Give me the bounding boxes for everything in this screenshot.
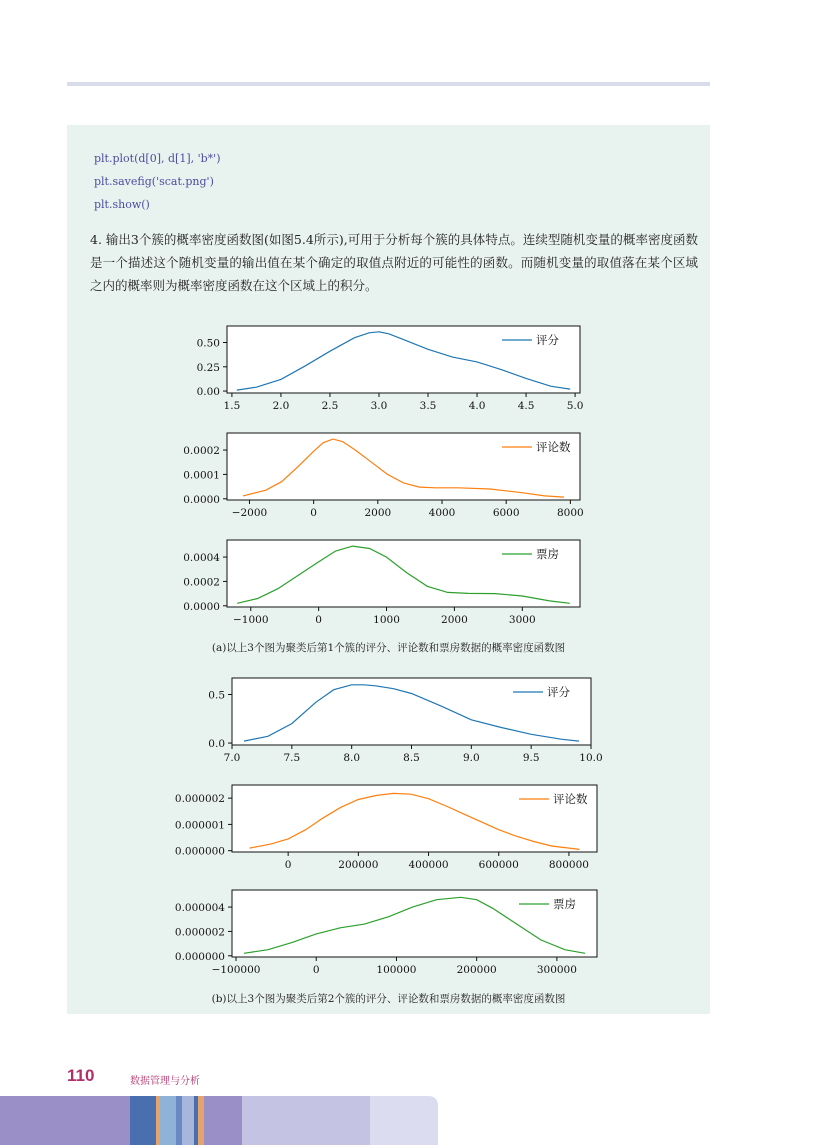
y-tick-label: 0.0 — [208, 738, 225, 751]
y-tick-label: 0.0000 — [183, 600, 220, 613]
y-tick-label: 0.5 — [208, 689, 225, 702]
code-line-3: plt.show() — [94, 198, 150, 211]
book-title: 数据管理与分析 — [130, 1076, 200, 1087]
legend-label: 票房 — [536, 547, 559, 561]
x-tick-label: 0 — [315, 614, 322, 626]
plot-2 — [160, 425, 592, 526]
y-tick-label: 0.0002 — [183, 445, 220, 458]
x-tick-label: 4.5 — [517, 400, 535, 412]
plot-1 — [160, 318, 592, 419]
y-tick-label: 0.000000 — [174, 845, 225, 858]
body-paragraph: 4. 输出3个簇的概率密度函数图(如图5.4所示),可用于分析每个簇的具体特点。连续型随机变量的概率密度函数是一个描述这个随机变量的输出值在某个确定的取值点附近的可能性的函数。而随机变量的取值落在某个区域之内的概率则为概率密度函数在这个区域上的积分。 — [90, 232, 698, 293]
x-tick-label: −2000 — [231, 507, 268, 519]
plot-6 — [160, 882, 609, 983]
page-number: 110 — [67, 1066, 95, 1085]
caption-a: (a)以上3个图为聚类后第1个簇的评分、评论数和票房数据的概率密度函数图 — [211, 642, 566, 654]
x-tick-label: 1000 — [373, 614, 400, 626]
x-tick-label: 7.0 — [223, 752, 241, 764]
x-tick-label: 3.5 — [419, 400, 437, 412]
x-tick-label: 200000 — [338, 859, 379, 871]
x-tick-label: 600000 — [478, 859, 519, 871]
legend-label: 评论数 — [536, 440, 571, 454]
x-tick-label: 0 — [284, 859, 292, 871]
x-tick-label: 8.0 — [343, 752, 361, 764]
y-tick-label: 0.0004 — [183, 552, 220, 565]
x-tick-label: 2.5 — [321, 400, 339, 412]
y-tick-label: 0.0002 — [183, 576, 220, 589]
legend-label: 评论数 — [553, 792, 588, 806]
x-tick-label: 2000 — [441, 614, 468, 626]
axes-frame — [227, 433, 580, 500]
y-tick-label: 0.000002 — [174, 793, 225, 806]
plot-5 — [160, 777, 609, 878]
legend-label: 票房 — [553, 897, 576, 911]
x-tick-label: 2000 — [364, 507, 392, 519]
x-tick-label: −1000 — [232, 614, 269, 626]
x-tick-label: 9.0 — [462, 752, 480, 764]
x-tick-label: 0 — [312, 964, 320, 976]
x-tick-label: 4000 — [428, 507, 456, 519]
y-tick-label: 0.0000 — [183, 493, 220, 506]
legend-label: 评分 — [547, 685, 570, 699]
x-tick-label: 10.0 — [579, 752, 603, 764]
x-tick-label: 1.5 — [223, 400, 241, 412]
caption-b: (b)以上3个图为聚类后第2个簇的评分、评论数和票房数据的概率密度函数图 — [211, 993, 566, 1005]
plot-3 — [160, 532, 592, 633]
x-tick-label: 5.0 — [566, 400, 584, 412]
x-tick-label: 9.5 — [522, 752, 540, 764]
x-tick-label: 6000 — [492, 507, 520, 519]
y-tick-label: 0.00 — [196, 386, 220, 399]
x-tick-label: 2.0 — [272, 400, 290, 412]
y-tick-label: 0.000004 — [174, 902, 225, 915]
axes-frame — [227, 326, 580, 393]
footer-decoration — [0, 1096, 816, 1145]
legend-label: 评分 — [536, 333, 559, 347]
x-tick-label: 0 — [310, 507, 317, 519]
top-rule — [67, 82, 710, 86]
x-tick-label: 800000 — [548, 859, 589, 871]
plot-4 — [160, 670, 603, 771]
x-tick-label: 4.0 — [468, 400, 486, 412]
x-tick-label: 3000 — [508, 614, 536, 626]
y-tick-label: 0.000002 — [174, 926, 225, 939]
y-tick-label: 0.000000 — [174, 950, 225, 963]
y-tick-label: 0.25 — [196, 361, 220, 374]
axes-frame — [232, 890, 597, 957]
x-tick-label: 100000 — [376, 964, 417, 976]
x-tick-label: 3.0 — [370, 400, 388, 412]
y-tick-label: 0.000001 — [174, 819, 225, 832]
x-tick-label: 8.5 — [403, 752, 420, 764]
x-tick-label: 200000 — [456, 964, 497, 976]
x-tick-label: 300000 — [536, 964, 577, 976]
y-tick-label: 0.50 — [196, 337, 220, 350]
x-tick-label: −100000 — [211, 964, 261, 976]
code-line-1: plt.plot(d[0], d[1], 'b*') — [94, 152, 221, 165]
x-tick-label: 7.5 — [283, 752, 301, 764]
x-tick-label: 8000 — [557, 507, 584, 519]
y-tick-label: 0.0001 — [183, 469, 220, 482]
x-tick-label: 400000 — [408, 859, 449, 871]
code-line-2: plt.savefig('scat.png') — [94, 175, 214, 188]
